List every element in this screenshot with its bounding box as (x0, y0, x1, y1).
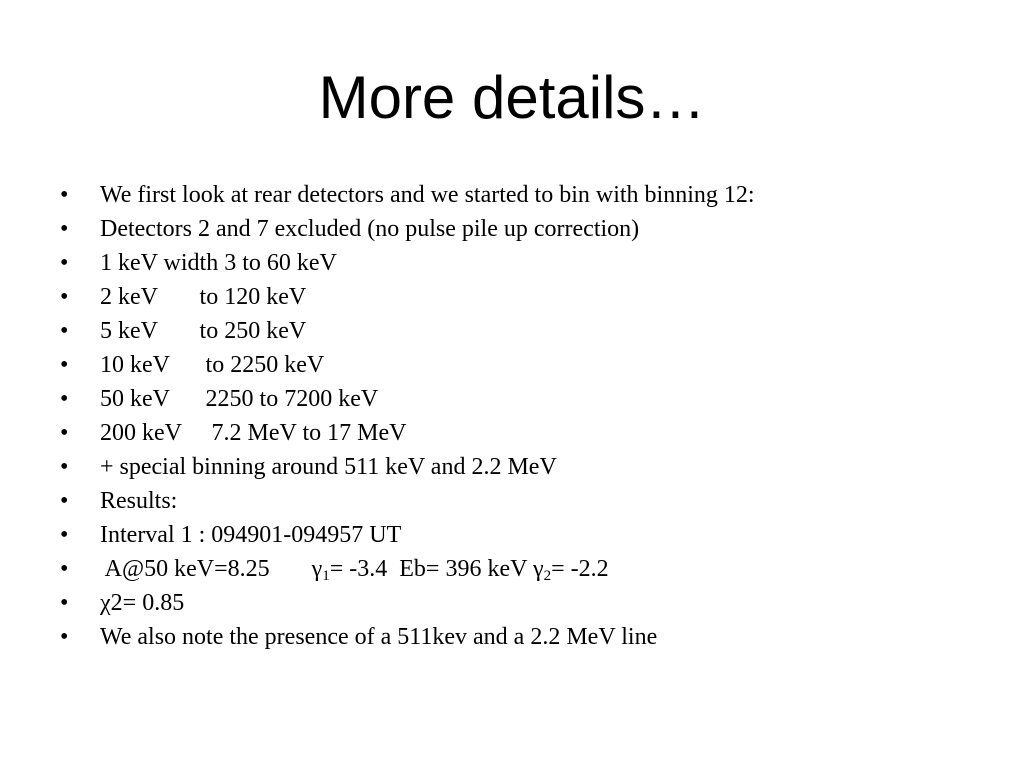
bullet-item-fit-parameters (0, 552, 1024, 586)
bullet-text: 50 keV 2250 to 7200 keV (100, 386, 379, 412)
bullet-text: Interval 1 : 094901-094957 UT (100, 522, 402, 548)
fit-prefix: A@50 keV=8.25 γ (100, 556, 323, 582)
gamma1-subscript: 1 (322, 568, 330, 584)
bullet-item-6 (0, 348, 1024, 382)
bullet-item-last (0, 620, 1024, 654)
bullet-item-7 (0, 382, 1024, 416)
bullet-text: Results: (100, 488, 178, 514)
bullet-text: 1 keV width 3 to 60 keV (100, 250, 337, 276)
bullet-list (0, 178, 1024, 654)
bullet-dot-icon: • (60, 318, 69, 344)
bullet-item-9 (0, 450, 1024, 484)
fit-parameters-text (100, 552, 609, 586)
bullet-dot-icon: • (60, 250, 69, 276)
bullet-dot-icon: • (60, 420, 69, 446)
bullet-item-5 (0, 314, 1024, 348)
bullet-dot-icon: • (60, 590, 69, 616)
bullet-item-3 (0, 246, 1024, 280)
bullet-item-8 (0, 416, 1024, 450)
bullet-dot-icon: • (60, 216, 69, 242)
bullet-dot-icon: • (60, 352, 69, 378)
bullet-text: 2 keV to 120 keV (100, 284, 307, 310)
bullet-dot-icon: • (60, 454, 69, 480)
gamma2-subscript: 2 (543, 568, 552, 584)
fit-suffix: = -2.2 (551, 556, 609, 582)
bullet-item-chi-squared (0, 586, 1024, 620)
chi-squared-text: χ2= 0.85 (100, 590, 185, 616)
bullet-item-11 (0, 518, 1024, 552)
bullet-dot-icon: • (60, 522, 69, 548)
bullet-dot-icon: • (60, 624, 69, 650)
bullet-dot-icon: • (60, 386, 69, 412)
bullet-item-4 (0, 280, 1024, 314)
bullet-dot-icon: • (60, 488, 69, 514)
bullet-text: We first look at rear detectors and we started to bin with binning 12: (100, 182, 755, 208)
bullet-item-1 (0, 178, 1024, 212)
slide-title: More details… (318, 64, 706, 131)
fit-middle: = -3.4 Eb= 396 keV γ (329, 556, 544, 582)
bullet-dot-icon: • (60, 556, 69, 582)
bullet-item-2 (0, 212, 1024, 246)
bullet-text: We also note the presence of a 511kev and a 2.2 MeV line (100, 624, 658, 650)
bullet-text: + special binning around 511 keV and 2.2 MeV (100, 454, 557, 480)
bullet-item-10 (0, 484, 1024, 518)
bullet-dot-icon: • (60, 182, 69, 208)
bullet-dot-icon: • (60, 284, 69, 310)
bullet-text: 5 keV to 250 keV (100, 318, 307, 344)
bullet-text: Detectors 2 and 7 excluded (no pulse pile up correction) (100, 216, 640, 242)
bullet-text: 10 keV to 2250 keV (100, 352, 325, 378)
bullet-text: 200 keV 7.2 MeV to 17 MeV (100, 420, 407, 446)
